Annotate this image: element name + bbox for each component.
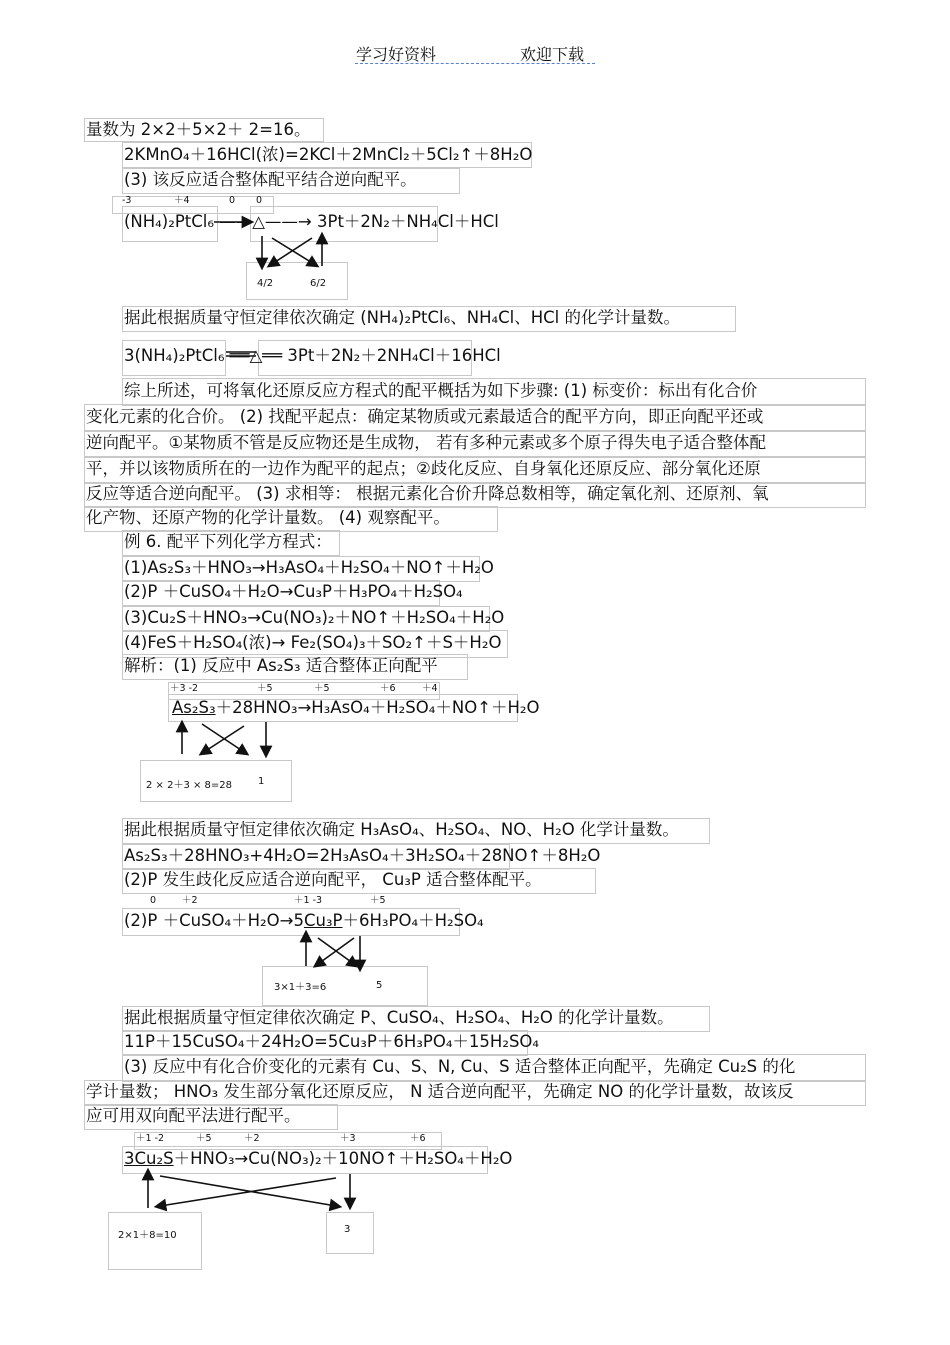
text-line: 化产物、还原产物的化学计量数。 (4) 观察配平。 [86,508,450,527]
text-line: 综上所述，可将氧化还原反应方程式的配平概括为如下步骤: (1) 标变价：标出有化合价 [124,381,758,400]
oxidation-state: ＋2 [244,1133,260,1144]
text-line: 逆向配平。①某物质不管是反应物还是生成物， 若有多种元素或多个原子得失电子适合整体配 [86,433,767,452]
equation-line: 11P＋15CuSO₄＋24H₂O=5Cu₃P＋6H₃PO₄＋15H₂SO₄ [124,1032,540,1051]
oxidation-state: ＋1 -2 [136,1133,165,1144]
oxidation-state: ＋6 [410,1133,426,1144]
equation-line: (4)FeS＋H₂SO₄(浓)→ Fe₂(SO₄)₃＋SO₂↑＋S＋H₂O [124,633,502,652]
text-line: 解析：(1) 反应中 As₂S₃ 适合整体正向配平 [124,656,438,675]
electron-count: 2 × 2＋3 × 8=28 [146,780,233,791]
equation-line: 3(NH₄)₂PtCl₆ ══△══ 3Pt＋2N₂＋2NH₄Cl＋16HCl [124,346,501,365]
oxidation-state: ＋5 [370,895,386,906]
electron-count: 2×1＋8=10 [118,1230,177,1241]
oxidation-state: ＋3 [340,1133,356,1144]
text-line: 应可用双向配平法进行配平。 [86,1106,301,1125]
oxidation-state: 0 [256,195,263,206]
oxidation-state: -3 [122,195,132,206]
electron-count: 3×1＋3=6 [274,982,327,993]
underlined-formula: Cu₃P [303,911,343,930]
oxidation-state: ＋3 -2 [170,683,199,694]
text-line: 反应等适合逆向配平。 (3) 求相等： 根据元素化合价升降总数相等，确定氧化剂、还原剂、氧 [86,484,769,503]
text-line: 量数为 2×2＋5×2＋ 2=16。 [86,120,311,139]
equation-line: (1)As₂S₃＋HNO₃→H₃AsO₄＋H₂SO₄＋NO↑＋H₂O [124,558,494,577]
equation-rest: ＋28HNO₃→H₃AsO₄＋H₂SO₄＋NO↑＋H₂O [215,698,540,717]
text-line: 例 6. 配平下列化学方程式： [124,532,332,551]
oxidation-state: ＋2 [182,895,198,906]
oxidation-state: ＋5 [257,683,273,694]
oxidation-state: ＋4 [422,683,438,694]
electron-count: 4/2 [257,278,274,289]
equation-line: (2)P ＋CuSO₄＋H₂O→Cu₃P＋H₃PO₄＋H₂SO₄ [124,582,463,601]
equation-rest: ＋6H₃PO₄＋H₂SO₄ [342,911,484,930]
equation-line: As₂S₃＋28HNO₃+4H₂O=2H₃AsO₄＋3H₂SO₄＋28NO↑＋8H₂O [124,846,601,865]
oxidation-state: ＋1 -3 [294,895,323,906]
text-line: (3) 该反应适合整体配平结合逆向配平。 [124,170,417,189]
header-left-text: 学习好资料 [356,45,437,64]
equation-rest: ＋HNO₃→Cu(NO₃)₂＋10NO↑＋H₂SO₄＋H₂O [173,1149,513,1168]
oxidation-state: ＋4 [174,195,190,206]
text-line: 据此根据质量守恒定律依次确定 P、CuSO₄、H₂SO₄、H₂O 的化学计量数。 [124,1008,674,1027]
equation-line: (NH₄)₂PtCl₆ ——△——→ 3Pt＋2N₂＋NH₄Cl＋HCl [124,212,499,231]
oxidation-state: 0 [229,195,236,206]
text-line: 据此根据质量守恒定律依次确定 H₃AsO₄、H₂SO₄、NO、H₂O 化学计量数。 [124,820,679,839]
oxidation-state: ＋5 [314,683,330,694]
equation-line: (3)Cu₂S＋HNO₃→Cu(NO₃)₂＋NO↑＋H₂SO₄＋H₂O [124,608,505,627]
equation-start: (2)P ＋CuSO₄＋H₂O→5 [124,911,304,930]
equation-line: 2KMnO₄＋16HCl(浓)=2KCl＋2MnCl₂＋5Cl₂↑＋8H₂O [124,145,533,164]
text-line: 据此根据质量守恒定律依次确定 (NH₄)₂PtCl₆、NH₄Cl、HCl 的化学计量数。 [124,308,680,327]
oxidation-state: ＋6 [380,683,396,694]
underlined-formula: As₂S₃ [172,698,216,717]
electron-count: 6/2 [310,278,327,289]
text-line: (2)P 发生歧化反应适合逆向配平， Cu₃P 适合整体配平。 [124,870,542,889]
text-line: 学计量数； HNO₃ 发生部分氧化还原反应， N 适合逆向配平，先确定 NO 的化学计量数，故该反 [86,1082,794,1101]
oxidation-state: ＋5 [196,1133,212,1144]
underlined-formula: 3Cu₂S [124,1149,174,1168]
header-right-text: 欢迎下载 [520,45,585,64]
text-line: (3) 反应中有化合价变化的元素有 Cu、S、N, Cu、S 适合整体正向配平，先确定 Cu₂S 的化 [124,1057,796,1076]
electron-count: 3 [344,1224,351,1235]
oxidation-state: 0 [150,895,157,906]
cross-arrow [202,724,244,752]
electron-count: 1 [258,776,265,787]
electron-count: 5 [376,980,383,991]
text-line: 变化元素的化合价。 (2) 找配平起点：确定某物质或元素最适合的配平方向，即正向配平还或 [86,407,764,426]
text-line: 平，并以该物质所在的一边作为配平的起点；②歧化反应、自身氧化还原反应、部分氧化还原 [86,459,761,478]
